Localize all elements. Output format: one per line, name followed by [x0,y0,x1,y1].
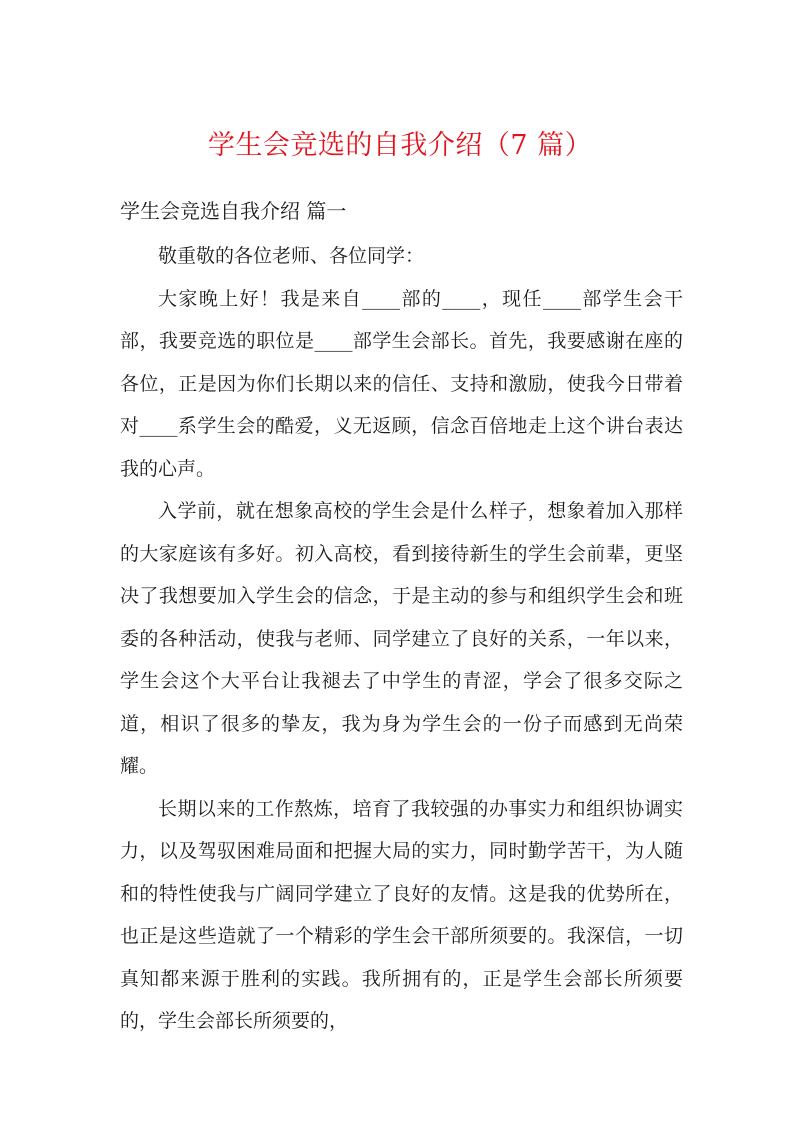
paragraph: 大家晚上好！我是来自____部的____，现任____部学生会干部，我要竞选的职位是____部学生会部长。首先，我要感谢在座的各位，正是因为你们长期以来的信任、支持和激励，使我今日带着对____系学生会的酷爱，义无返顾，信念百倍地走上这个讲台表达我的心声。 [120,287,683,480]
document-title: 学生会竞选的自我介绍（7 篇） [207,130,593,161]
paragraph: 入学前，就在想象高校的学生会是什么样子，想象着加入那样的大家庭该有多好。初入高校，看到接待新生的学生会前辈，更坚决了我想要加入学生会的信念，于是主动的参与和组织学生会和班委的各种活动，使我与老师、同学建立了良好的关系，一年以来，学生会这个大平台让我褪去了中学生的青涩，学会了很多交际之道，相识了很多的挚友，我为身为学生会的一份子而感到无尚荣耀。 [120,500,683,777]
document-body [120,235,683,1043]
paragraph-salutation: 敬重敬的各位老师、各位同学： [158,245,425,267]
paragraph: 长期以来的工作熬炼，培育了我较强的办事实力和组织协调实力，以及驾驭困难局面和把握大局的实力，同时勤学苦干，为人随和的特性使我与广阔同学建立了良好的友情。这是我的优势所在，也正是这些造就了一个精彩的学生会干部所须要的。我深信，一切真知都来源于胜利的实践。我所拥有的，正是学生会部长所须要的，学生会部长所须要的， [120,797,683,1032]
section-heading: 学生会竞选自我介绍 篇一 [120,199,347,223]
